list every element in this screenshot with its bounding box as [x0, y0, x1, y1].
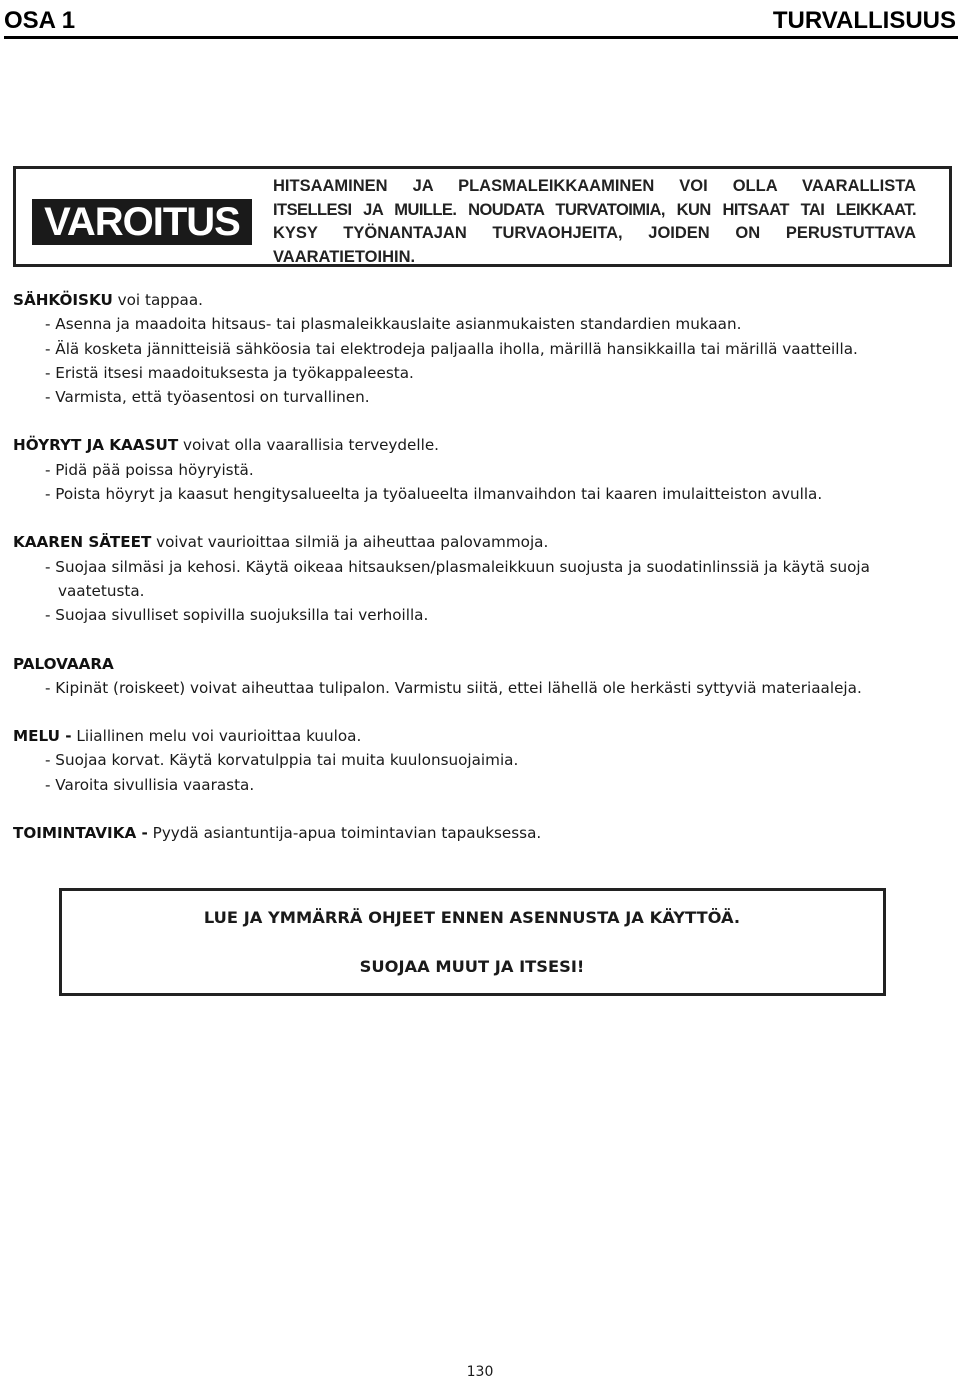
warning-line: ITSELLESI JA MUILLE. NOUDATA TURVATOIMIA, KUN HITSAAT TAI LEIKKAAT. — [273, 200, 916, 219]
warning-line: HITSAAMINEN JA PLASMALEIKKAAMINEN VOI OLLA VAARALLISTA — [273, 177, 916, 195]
section-heading-line — [13, 288, 943, 312]
section-heading-text: voivat vaurioittaa silmiä ja aiheuttaa palovammoja. — [151, 533, 549, 552]
section-heading-line — [13, 652, 943, 676]
section-heading-line — [13, 433, 943, 457]
section-heading-line — [13, 530, 943, 554]
list-item: - Pidä pää poissa höyryistä. — [45, 460, 254, 479]
section-heading-text: Pyydä asiantuntija-apua toimintavian tapauksessa. — [147, 824, 542, 843]
section-arc-rays — [13, 530, 943, 627]
list-item: - Varoita sivullisia vaarasta. — [45, 775, 255, 794]
warning-text — [273, 175, 916, 269]
safety-content — [13, 288, 943, 845]
notice-line: LUE JA YMMÄRRÄ OHJEET ENNEN ASENNUSTA JA KÄYTTÖÄ. — [203, 908, 741, 927]
section-heading-line — [13, 821, 943, 845]
list-item: - Eristä itsesi maadoituksesta ja työkappaleesta. — [45, 363, 414, 382]
list-item: - Suojaa korvat. Käytä korvatulppia tai muita kuulonsuojaimia. — [45, 751, 519, 770]
section-electric-shock — [13, 288, 943, 409]
section-heading-text: voivat olla vaarallisia terveydelle. — [178, 436, 439, 455]
section-noise — [13, 724, 943, 797]
section-fire-hazard — [13, 652, 943, 701]
list-item: - Poista höyryt ja kaasut hengitysalueelta ja työalueelta ilmanvaihdon tai kaaren imulaitteiston avulla. — [45, 485, 823, 504]
notice-box — [59, 888, 886, 996]
list-item: - Älä kosketa jännitteisiä sähköosia tai elektrodeja paljaalla iholla, märillä hansikkailla tai märillä vaatteilla. — [45, 339, 858, 358]
list-item: - Suojaa silmäsi ja kehosi. Käytä oikeaa hitsauksen/plasmaleikkuun suojusta ja suodatinlinssiä ja käytä suoja vaatetusta. — [45, 557, 870, 600]
list-item: - Suojaa sivulliset sopivilla suojuksilla tai verhoilla. — [45, 606, 429, 625]
section-malfunction — [13, 821, 943, 845]
section-heading: HÖYRYT JA KAASUT — [13, 436, 179, 455]
warning-box — [13, 166, 952, 267]
page-number: 130 — [466, 1364, 494, 1380]
section-heading: SÄHKÖISKU — [13, 291, 113, 309]
warning-line: KYSY TYÖNANTAJAN TURVAOHJEITA, JOIDEN ON PERUSTUTTAVA — [273, 224, 916, 243]
section-heading: TOIMINTAVIKA - — [13, 824, 148, 843]
section-heading: MELU - — [13, 727, 72, 746]
list-item: - Asenna ja maadoita hitsaus- tai plasmaleikkauslaite asianmukaisten standardien mukaan. — [45, 315, 742, 334]
section-heading: PALOVAARA — [13, 654, 114, 673]
section-fumes-gases — [13, 433, 943, 506]
page-header — [4, 6, 958, 39]
section-heading-text: Liiallinen melu voi vaurioittaa kuuloa. — [71, 727, 362, 746]
notice-line: SUOJAA MUUT JA ITSESI! — [359, 957, 585, 976]
section-heading-text: voi tappaa. — [112, 291, 203, 309]
section-title: TURVALLISUUS — [772, 7, 956, 34]
section-number: OSA 1 — [4, 7, 76, 34]
warning-label: VAROITUS — [32, 199, 252, 245]
section-heading: KAAREN SÄTEET — [13, 533, 152, 552]
list-item: - Kipinät (roiskeet) voivat aiheuttaa tulipalon. Varmistu siitä, ettei lähellä ole herkästi syttyviä materiaaleja. — [45, 678, 862, 697]
list-item: - Varmista, että työasentosi on turvallinen. — [45, 388, 370, 407]
warning-line: VAARATIETOIHIN. — [273, 247, 416, 266]
section-heading-line — [13, 724, 943, 748]
